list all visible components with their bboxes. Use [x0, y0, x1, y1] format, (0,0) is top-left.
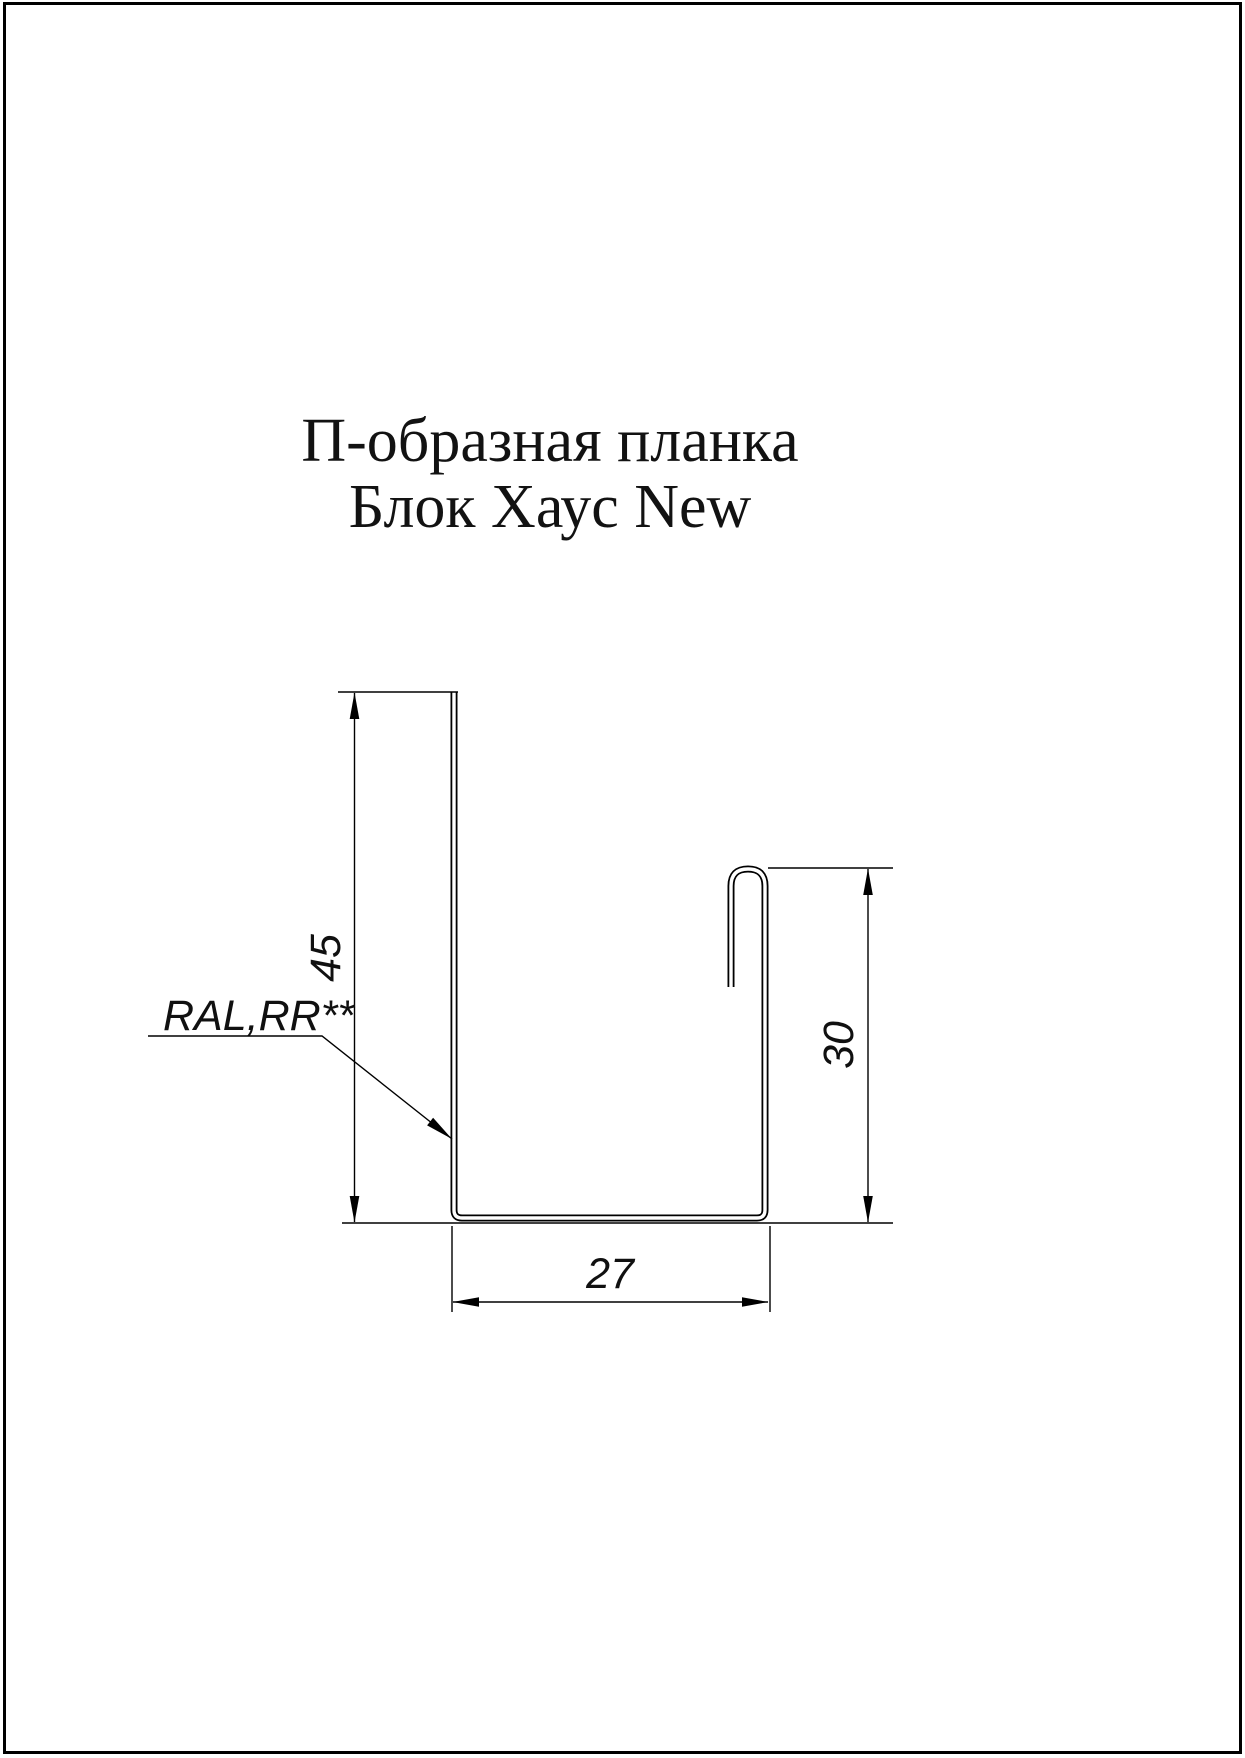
profile-sheet-outer	[454, 692, 765, 1218]
dimension-value-27: 27	[586, 1250, 634, 1298]
leader-line	[148, 1036, 452, 1139]
arrow-down-icon	[863, 1196, 873, 1223]
arrow-up-icon	[350, 693, 360, 720]
dimension-value-45: 45	[302, 934, 350, 982]
dimension-27	[453, 1250, 769, 1307]
arrow-down-icon	[350, 1196, 360, 1223]
arrow-left-icon	[453, 1297, 480, 1307]
arrow-up-icon	[863, 869, 873, 896]
profile-sheet-core	[454, 692, 765, 1218]
profile-outline	[454, 692, 765, 1218]
title-line-2: Блок Хаус New	[348, 473, 752, 541]
leader-label: RAL,RR**	[163, 992, 355, 1040]
color-leader	[148, 992, 452, 1139]
dimension-45	[302, 693, 359, 1223]
title-line-1: П-образная планка	[301, 407, 799, 475]
arrow-right-icon	[742, 1297, 769, 1307]
dimension-30	[815, 869, 873, 1223]
arrow-diagonal-icon	[427, 1118, 452, 1139]
dimension-value-30: 30	[815, 1021, 863, 1069]
